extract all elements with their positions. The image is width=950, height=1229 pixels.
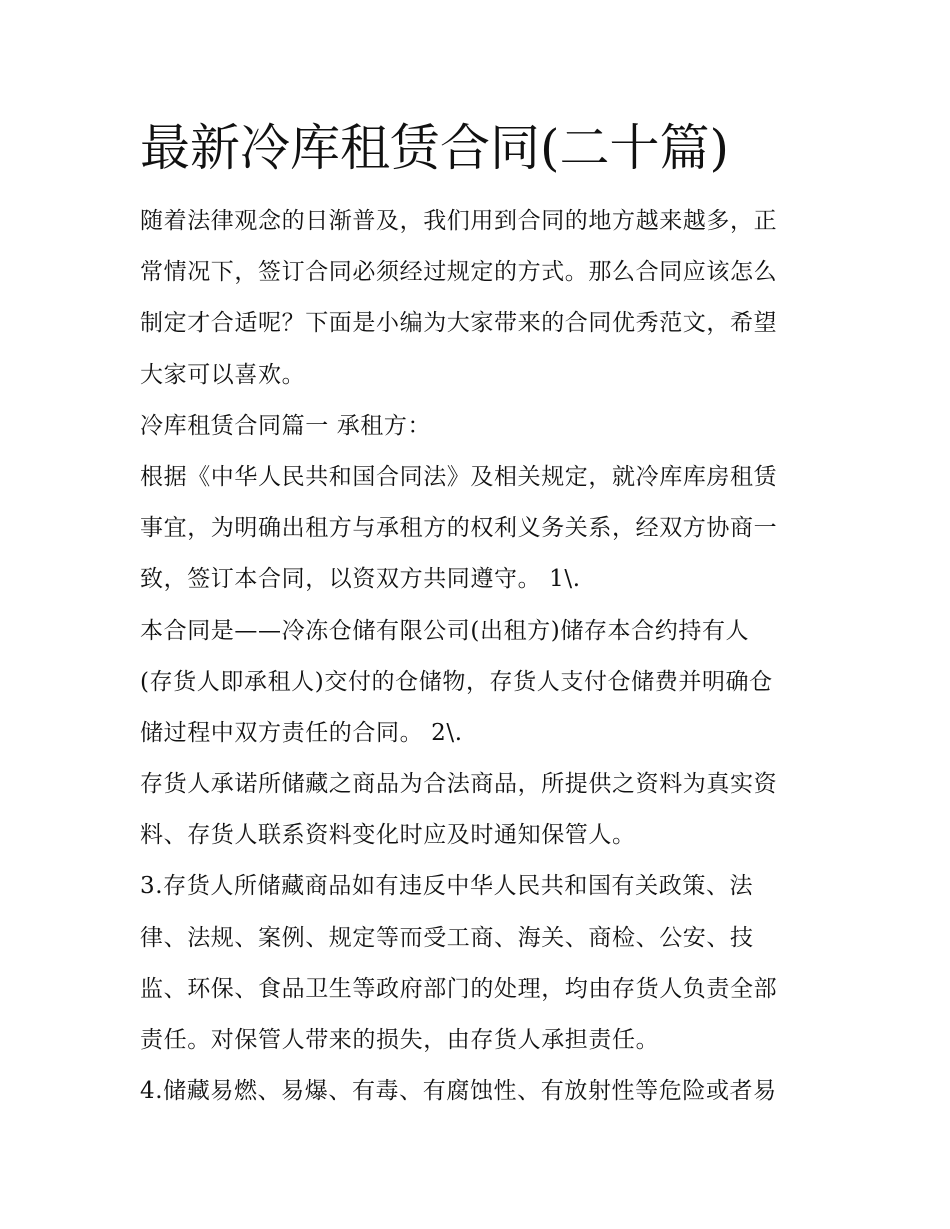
paragraph-clause-3 [140,861,820,1066]
text-line: 律、法规、案例、规定等而受工商、海关、商检、公安、技 [140,924,754,951]
text-line: 存货人承诺所储藏之商品为合法商品，所提供之资料为真实资 [140,771,778,798]
text-line: 制定才合适呢？下面是小编为大家带来的合同优秀范文，希望 [140,310,778,337]
text-line: 大家可以喜欢。 [140,361,306,388]
text-line: 冷库租赁合同篇一 承租方： [140,412,432,439]
text-line: 4.储藏易燃、易爆、有毒、有腐蚀性、有放射性等危险或者易 [140,1078,777,1105]
paragraph-clause-1 [140,606,820,760]
text-line: 料、存货人联系资料变化时应及时通知保管人。 [140,822,636,849]
text-line: 储过程中双方责任的合同。 2\. [140,719,463,746]
text-line: 本合同是——冷冻仓储有限公司(出租方)储存本合约持有人 [140,617,750,644]
document-title: 最新冷库租赁合同(二十篇) [140,119,730,177]
paragraph-clause-2 [140,759,820,861]
text-line: (存货人即承租人)交付的仓储物，存货人支付仓储费并明确仓 [140,668,773,695]
text-line: 3.存货人所储藏商品如有违反中华人民共和国有关政策、法 [140,873,754,900]
text-line: 监、环保、食品卫生等政府部门的处理，均由存货人负责全部 [140,975,778,1002]
text-line: 随着法律观念的日渐普及，我们用到合同的地方越来越多，正 [140,208,778,234]
text-line: 常情况下，签订合同必须经过规定的方式。那么合同应该怎么 [140,259,778,286]
section-heading [140,401,820,452]
paragraph-intro [140,196,820,401]
text-line: 事宜，为明确出租方与承租方的权利义务关系，经双方协商一 [140,515,778,542]
paragraph-clause-4 [140,1066,820,1117]
paragraph-preamble [140,452,820,606]
text-line: 根据《中华人民共和国合同法》及相关规定，就冷库库房租赁 [140,463,778,490]
text-line: 致，签订本合同，以资双方共同遵守。 1\. [140,566,581,593]
document-body [140,196,820,1117]
text-line: 责任。对保管人带来的损失，由存货人承担责任。 [140,1027,660,1053]
